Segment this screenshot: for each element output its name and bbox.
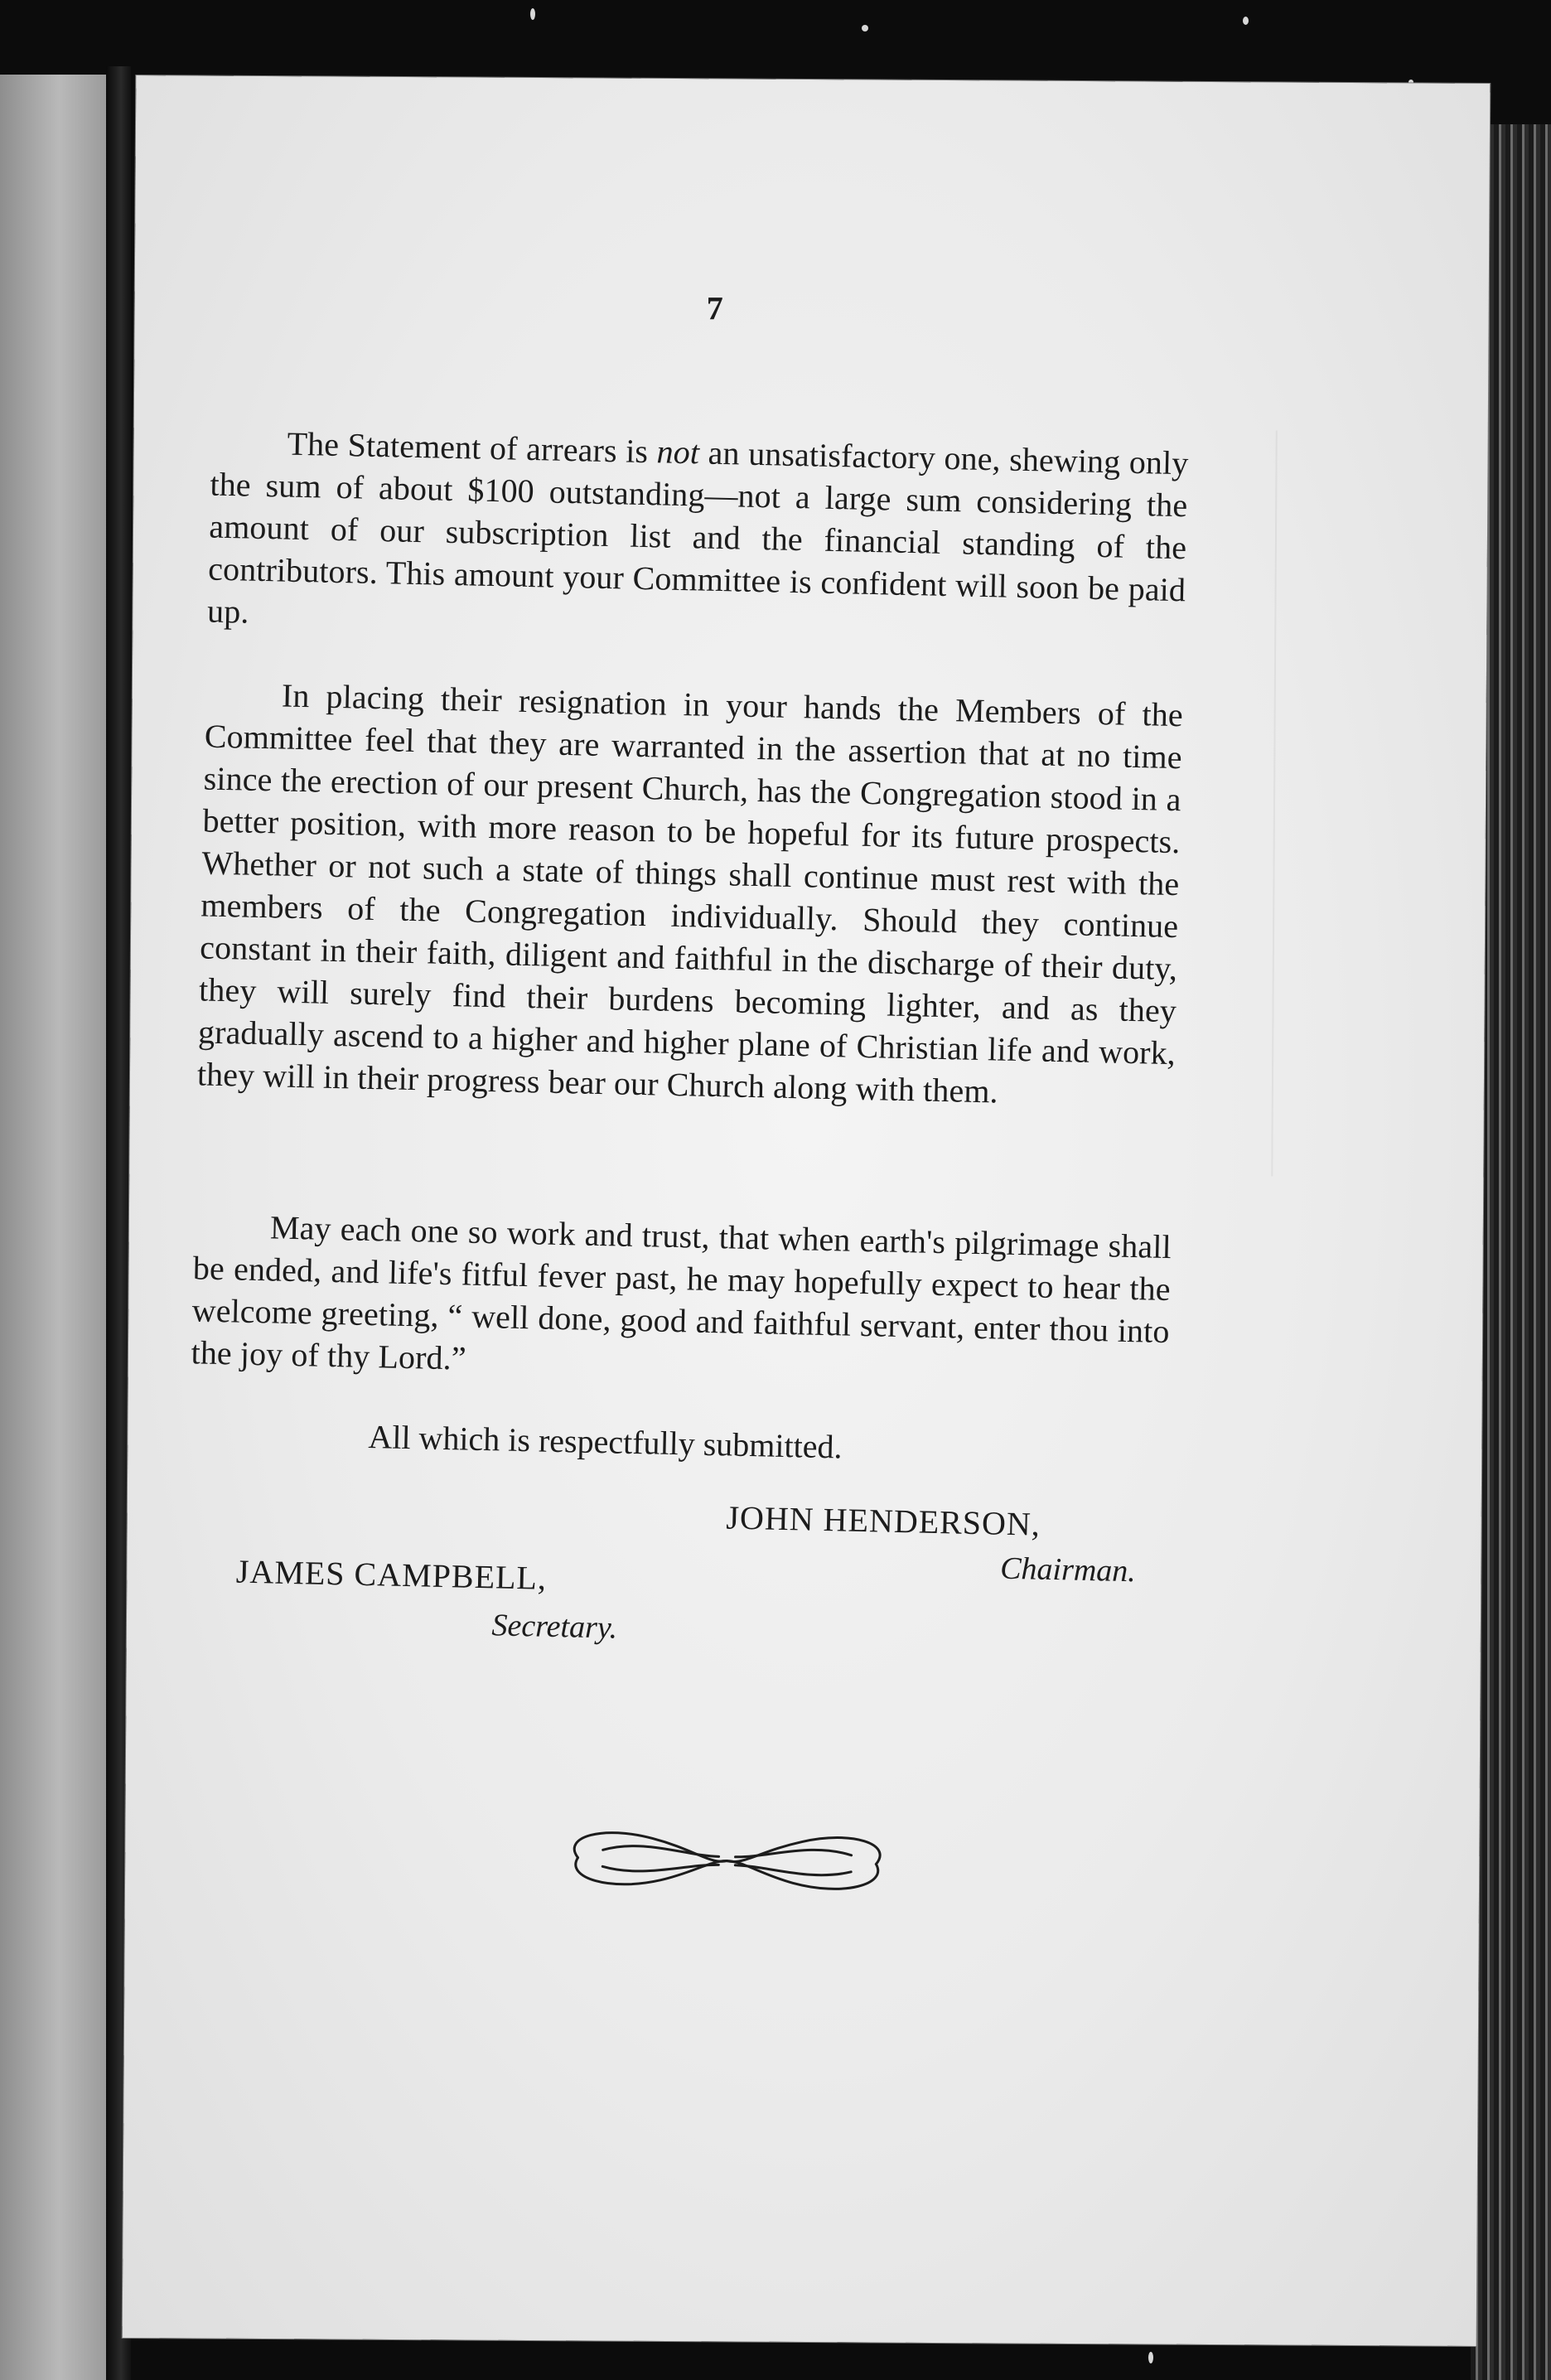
scan-speck — [1148, 2352, 1153, 2363]
paragraph-arrears-lead: The Statement of arrears is — [287, 424, 658, 471]
bleed-through — [1238, 430, 1277, 1176]
paragraph-arrears — [207, 421, 1189, 654]
secretary-title: Secretary. — [491, 1608, 618, 1646]
document-page — [123, 75, 1491, 2346]
page-number: 7 — [706, 289, 723, 327]
closing-line: All which is respectfully submitted. — [368, 1418, 843, 1466]
scan-speck — [862, 25, 868, 31]
paragraph-resignation: In placing their resignation in your hands the Members of the Committee feel that they are warranted in the assertion that at no time since the erection of our present Church, has the Congregation stood in a better position, with more reason to be hopeful for its future prospects. Whether or not such a state of things shall continue must rest with the members of the Congregation individually. Should they continue constant in their faith, diligent and faithful in the discharge of their duty, they will surely find their burdens becoming lighter, and as they gradually ascend to a higher and higher plane of Christian life and work, they will in their progress bear our Church along with them. — [196, 676, 1184, 1110]
scan-speck — [530, 8, 535, 20]
page-body — [191, 283, 1341, 1646]
emphasis-not: not — [656, 433, 700, 472]
scan-speck — [1243, 17, 1249, 25]
secretary-name: JAMES CAMPBELL, — [235, 1552, 548, 1597]
chairman-name: JOHN HENDERSON, — [725, 1498, 1041, 1543]
flourish-ornament — [552, 1812, 901, 1910]
paragraph-arrears-rest: an unsatisfactory one, shewing only the sum of about $100 outstanding—not a large sum considering the amount of our subscription list and the financial standing of the contributors. This amount your Committee is confident will soon be paid up. — [206, 433, 1189, 631]
chairman-title: Chairman. — [999, 1550, 1137, 1589]
paragraph-blessing: May each one so work and trust, that when earth's pilgrimage shall be ended, and life's fitful fever past, he may hopefully expect to hear the welcome greeting, “ well done, good and faithful servant, enter thou into the joy of thy Lord.” — [191, 1208, 1172, 1377]
facing-page-edge — [0, 75, 108, 2380]
